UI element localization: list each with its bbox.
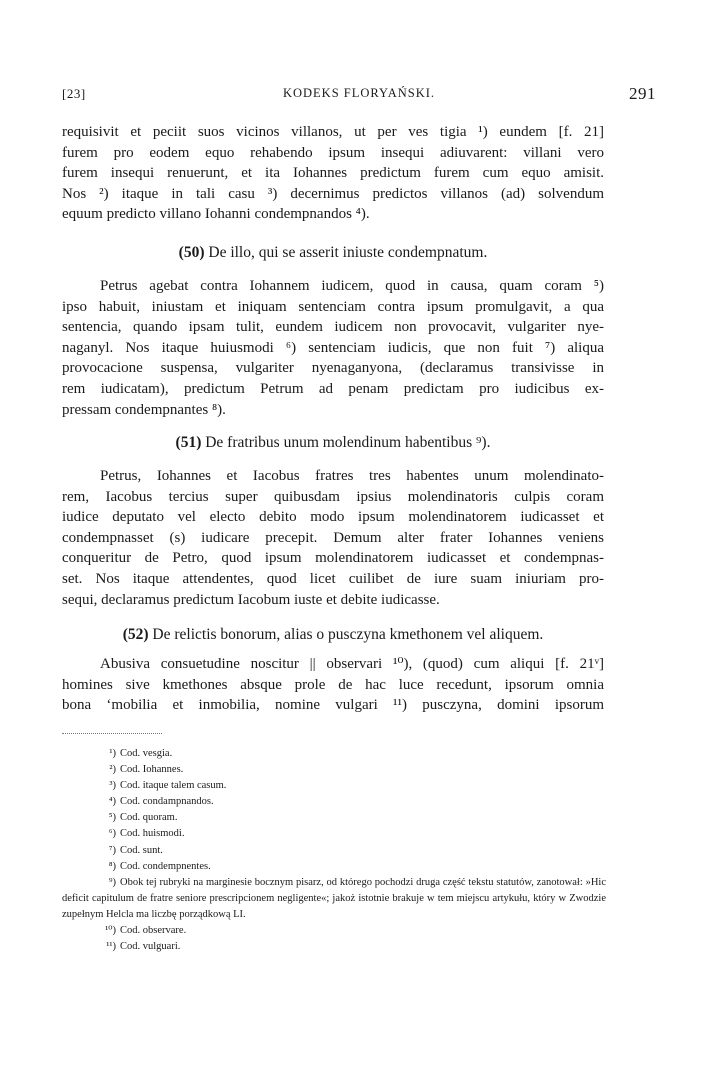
article-title: De illo, qui se asserit iniuste condempnatum.	[208, 244, 488, 261]
text-line: furem pro eodem equo rehabendo ipsum insequi adiuvarent: villani vero	[62, 144, 604, 161]
text-line: rem, Iacobus tercius super quibusdam ipsius molendinatoris culpis coram	[62, 488, 604, 505]
article-51-body	[62, 466, 604, 610]
text-line: iudice deputato vel electo debito modo ipsum molendinatorem iudicasset et	[62, 509, 604, 526]
footnote-text: Cod. condampnandos.	[120, 796, 214, 808]
footnote-text: Cod. itaque talem casum.	[120, 780, 227, 792]
footnote	[88, 810, 606, 826]
text-line: Nos ²) itaque in tali casu ³) decernimus predictos villanos (ad) solvendum	[62, 185, 604, 202]
footnote-text: Cod. observare.	[120, 925, 187, 937]
footnote-marker: ⁴)	[108, 796, 116, 808]
footnote-marker: ²)	[109, 764, 116, 776]
article-52-body	[62, 654, 604, 716]
running-head	[62, 84, 656, 106]
footnote-marker: ¹¹)	[106, 941, 116, 953]
article-50-body	[62, 276, 604, 420]
footnote-text: Cod. Iohannes.	[120, 764, 184, 776]
text-line: conqueritur de Petro, quod ipsum molendinatorem iudicasset et condempnas-	[62, 550, 604, 567]
article-51-heading	[62, 434, 604, 452]
text-line: Petrus, Iohannes et Iacobus fratres tres habentes unum molendinato-	[100, 468, 604, 484]
text-line: homines sive kmethones absque prole de hac luce recedunt, ipsorum omnia	[62, 676, 604, 693]
footnote	[88, 859, 606, 875]
footnote-text: Cod. vulguari.	[120, 941, 181, 953]
footnote	[88, 746, 606, 762]
footnote-text: Cod. huismodi.	[120, 828, 185, 840]
chapter-marker: [23]	[62, 86, 86, 101]
page-number: 291	[629, 84, 656, 103]
footnote-marker: ³)	[109, 780, 116, 792]
article-continuation	[62, 122, 604, 225]
footnote-text: Cod. condempnentes.	[120, 860, 211, 872]
article-52-heading	[62, 626, 604, 644]
footnote-text: Cod. quoram.	[120, 812, 178, 824]
footnotes	[62, 746, 606, 955]
text-line: ipso habuit, iniustam et iniquam sentenciam contra ipsum promulgavit, a qua	[62, 298, 604, 315]
article-title: De fratribus unum molendinum habentibus ⁹).	[205, 434, 491, 451]
footnote	[88, 762, 606, 778]
footnote	[88, 778, 606, 794]
footnote-marker: ¹⁰)	[105, 925, 116, 937]
text-line: sentencia, quando ipsam tulit, eundem iudicem non provocavit, vulgariter nye-	[62, 319, 604, 336]
article-title: De relictis bonorum, alias o pusczyna kmethonem vel aliquem.	[152, 626, 544, 643]
footnote	[88, 843, 606, 859]
footnote	[88, 939, 606, 955]
footnote	[88, 826, 606, 842]
footnote	[88, 794, 606, 810]
footnote-text: Cod. vesgia.	[120, 748, 173, 759]
article-number: (50)	[178, 244, 205, 261]
text-line: condempnasset (s) iudicare precepit. Demum alter frater Iohannes veniens	[62, 529, 604, 546]
footnote-marker: ⁹)	[108, 876, 116, 888]
text-line: set. Nos itaque attendentes, quod licet cuilibet de iure suam iniuriam pro-	[62, 570, 604, 587]
text-line: bona ‘mobilia et inmobilia, nomine vulgari ¹¹) pusczyna, domini ipsorum	[62, 697, 604, 714]
footnote-separator	[62, 733, 162, 734]
text-line: furem insequi renuerunt, et ita Iohannes predictum furem cum equo amisit.	[62, 165, 604, 182]
text-line: equum predicto villano Iohanni condempnandos ⁴).	[62, 206, 370, 223]
footnote-text: Obok tej rubryki na marginesie bocznym pisarz, od którego pochodzi druga część tekstu statutów, zanotował: »Hic deficit capitulum de fratre seniore prescripcionem negligente«; jakoż istotnie brakuje w tem miejscu artykułu, który w Zwodzie zupełnym Helcla ma liczbę porządkową LI.	[62, 876, 606, 920]
text-line: naganyl. Nos itaque huiusmodi ⁶) sentenciam iudicis, que non fuit ⁷) aliqua	[62, 339, 604, 356]
article-number: (51)	[175, 434, 202, 451]
article-50-heading	[62, 244, 604, 262]
text-line: requisivit et peciit suos vicinos villanos, ut per ves tigia ¹) eundem [f. 21]	[62, 124, 604, 140]
footnote-marker: ⁸)	[108, 860, 116, 872]
text-line: pressam condempnantes ⁸).	[62, 401, 226, 418]
text-line: Abusiva consuetudine noscitur || observari ¹⁰), (quod) cum aliqui [f. 21ᵛ]	[100, 656, 604, 672]
footnote	[62, 875, 606, 923]
footnote-marker: ⁵)	[108, 812, 116, 824]
text-line: Petrus agebat contra Iohannem iudicem, quod in causa, quam coram ⁵)	[100, 278, 604, 294]
footnote-text: Cod. sunt.	[120, 844, 163, 856]
text-line: provocacione suspensa, vulgariter nyenaganyona, (declaramus transivisse in	[62, 360, 604, 377]
text-line: rem iudicatam), predictum Petrum ad penam predictam pro iudicibus ex-	[62, 380, 604, 397]
footnote-marker: ⁷)	[108, 844, 116, 856]
footnote-marker: ⁶)	[108, 828, 116, 840]
article-number: (52)	[122, 626, 149, 643]
footnote-marker: ¹)	[109, 748, 116, 759]
running-title: KODEKS FLORYAŃSKI.	[282, 86, 436, 100]
footnote	[88, 923, 606, 939]
text-line: sequi, declaramus predictum Iacobum iuste et debite iudicasse.	[62, 591, 440, 608]
